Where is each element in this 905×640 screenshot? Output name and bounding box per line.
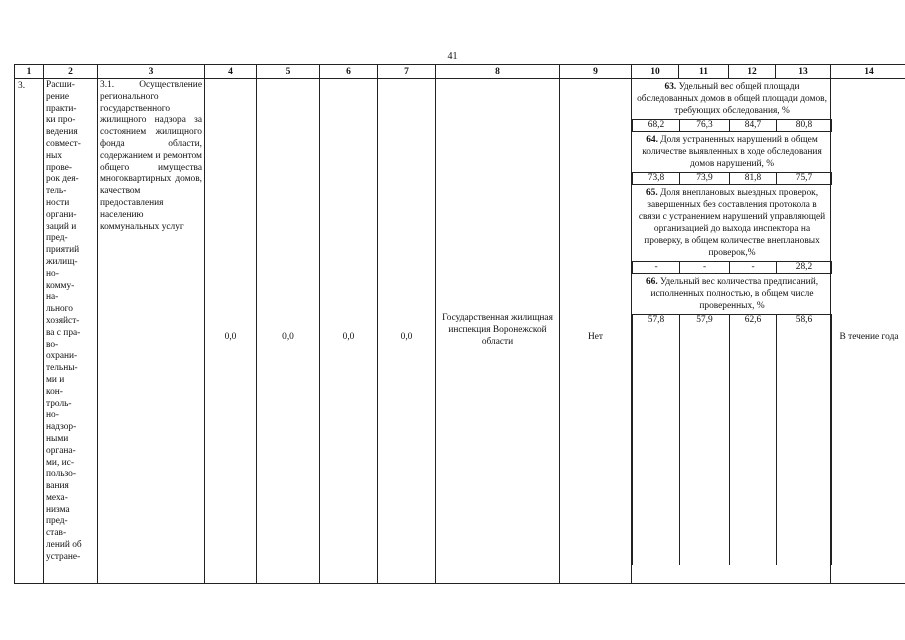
indicator-66 <box>633 274 832 315</box>
col-header-3: 3 <box>98 65 205 79</box>
indicator-66-value: 57,9 <box>680 315 730 566</box>
indicator-64-value: 75,7 <box>777 173 832 185</box>
col-header-5: 5 <box>257 65 320 79</box>
col-header-11: 11 <box>679 65 729 79</box>
indicator-64-value: 81,8 <box>730 173 777 185</box>
indicator-64-text: Доля устраненных нарушений в общем количестве выявленных в ходе обследования домов нарушений, % <box>642 135 822 169</box>
col-header-4: 4 <box>205 65 257 79</box>
indicator-65-value: - <box>730 262 777 274</box>
indicator-65-text: Доля внеплановых выездных проверок, завершенных без составления протокола в связи с устранением нарушений управляющей организацией до выхода инспектора на проверку, в общем количестве внеплановых проверок,% <box>638 188 826 258</box>
col-header-1: 1 <box>15 65 44 79</box>
table-row <box>15 79 905 584</box>
indicator-65-value: - <box>680 262 730 274</box>
indicators-cell <box>632 79 831 584</box>
budget-col7: 0,0 <box>378 79 436 584</box>
indicator-66-value: 62,6 <box>730 315 777 566</box>
col9-value: Нет <box>560 79 632 584</box>
indicator-63-number: 63. <box>664 82 677 92</box>
indicator-63-value: 84,7 <box>730 120 777 132</box>
responsible-executor: Государственная жилищная инспекция Воронежской области <box>436 79 560 584</box>
col-header-12: 12 <box>729 65 776 79</box>
indicator-63-value: 68,2 <box>633 120 680 132</box>
activity-description: 3.1. Осуществление регионального государственного жилищного надзора за состоянием жилищного фонда области, содержанием и ремонтом общего имущества многоквартирных домов, качеством предоставления населению коммунальных услуг <box>98 79 205 584</box>
col-header-7: 7 <box>378 65 436 79</box>
col-header-14: 14 <box>831 65 905 79</box>
row-number: 3. <box>15 79 44 584</box>
program-table <box>14 64 905 584</box>
indicator-64-value: 73,9 <box>680 173 730 185</box>
col-header-10: 10 <box>632 65 679 79</box>
indicator-66-text: Удельный вес количества предписаний, исполненных полностью, в общем числе проверенных, % <box>650 277 819 311</box>
indicator-63-value: 80,8 <box>777 120 832 132</box>
col-header-13: 13 <box>776 65 831 79</box>
budget-col5: 0,0 <box>257 79 320 584</box>
col-header-2: 2 <box>44 65 98 79</box>
header-row <box>15 65 905 79</box>
indicator-63-value: 76,3 <box>680 120 730 132</box>
indicator-65-number: 65. <box>645 188 658 198</box>
indicator-66-value: 57,8 <box>633 315 680 566</box>
deadline: В течение года <box>831 79 905 584</box>
indicator-66-number: 66. <box>645 277 658 287</box>
indicator-65-value: - <box>633 262 680 274</box>
indicators-table <box>632 79 832 565</box>
indicator-65 <box>633 185 832 262</box>
col-header-8: 8 <box>436 65 560 79</box>
page-number: 41 <box>447 51 458 62</box>
indicator-64-number: 64. <box>646 135 658 145</box>
indicator-63-text: Удельный вес общей площади обследованных домов в общей площади домов, требующих обследования, % <box>637 82 827 116</box>
budget-col6: 0,0 <box>320 79 378 584</box>
budget-col4: 0,0 <box>205 79 257 584</box>
measure-name: Расши- рение практи- ки про- ведения совмест- ных прове- рок дея- тель- ности органи- заций и пред- приятий жилищ- но- комму- на- льного хозяйст- ва с пра- во- охрани- тельны- ми и кон- троль- но- надзор- ными органа- ми, ис- пользо- вания меха- низма пред- став- лений об устране- <box>44 79 98 584</box>
indicator-65-value: 28,2 <box>777 262 832 274</box>
col-header-9: 9 <box>560 65 632 79</box>
indicator-64 <box>633 132 832 173</box>
indicator-63 <box>633 79 832 120</box>
indicator-64-value: 73,8 <box>633 173 680 185</box>
indicator-66-value: 58,6 <box>777 315 832 566</box>
col-header-6: 6 <box>320 65 378 79</box>
